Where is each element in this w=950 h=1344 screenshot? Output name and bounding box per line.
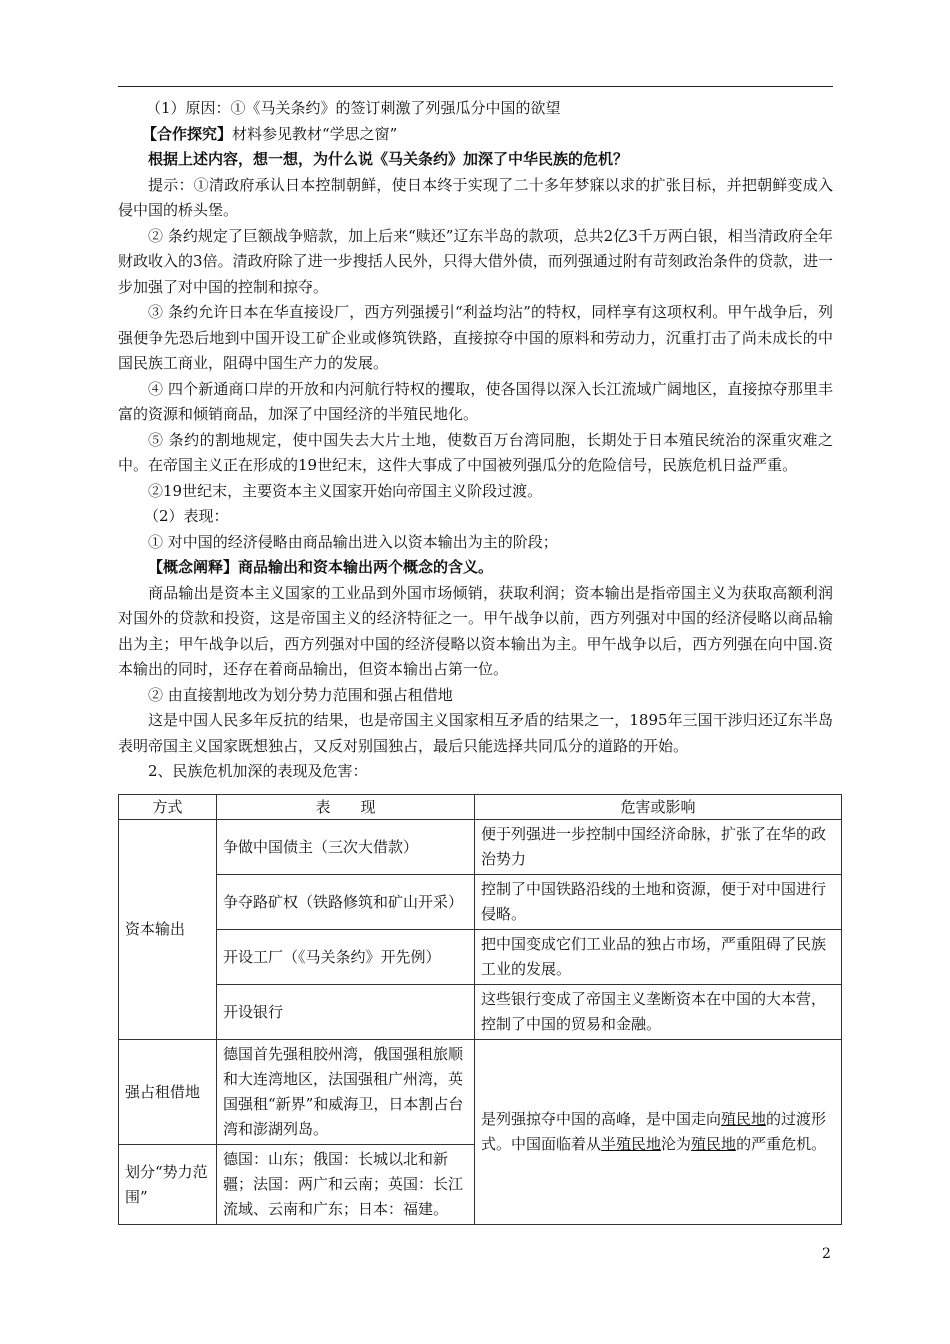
hint-2: ② 条约规定了巨额战争赔款，加上后来“赎还”辽东半岛的款项，总共2亿3千万两白银，相当清政府全年财政收入的3倍。清政府除了进一步搜括人民外，只得大借外债，而列强通过附有苛刻政治条件的贷款，进一步加强了对中国的控制和掠夺。	[118, 226, 833, 296]
merged-effect-underline: 殖民地	[721, 1110, 767, 1128]
capital-show: 争夺路矿权（铁路修筑和矿山开采）	[217, 875, 475, 930]
merged-effect	[475, 1040, 842, 1225]
manifestation-2-text: 这是中国人民多年反抗的结果，也是帝国主义国家相互矛盾的结果之一，1895年三国干涉归还辽东半岛表明帝国主义国家既想独占，又反对别国独占，最后只能选择共同瓜分的道路的开始。	[118, 711, 833, 755]
capital-effect: 控制了中国铁路沿线的土地和资源，便于对中国进行侵略。	[475, 875, 842, 930]
capital-effect: 便于列强进一步控制中国经济命脉，扩张了在华的政治势力	[475, 820, 842, 875]
manifestation-1: ① 对中国的经济侵略由商品输出进入以资本输出为主的阶段；	[148, 532, 558, 551]
capital-show: 争做中国债主（三次大借款）	[217, 820, 475, 875]
merged-effect-part: 是列强掠夺中国的高峰，是中国走向	[481, 1110, 722, 1128]
capital-effect: 这些银行变成了帝国主义垄断资本在中国的大本营，控制了中国的贸易和金融。	[475, 985, 842, 1040]
page-number: 2	[822, 1246, 831, 1262]
sphere-label: 划分“势力范围”	[119, 1145, 217, 1225]
capital-show: 开设工厂（《马关条约》开先例）	[217, 930, 475, 985]
lease-label: 强占租借地	[119, 1040, 217, 1145]
concept-explanation: 【概念阐释】商品输出和资本输出两个概念的含义。	[148, 558, 494, 576]
merged-effect-underline: 半殖民地	[601, 1135, 662, 1153]
merged-effect-part: 沦为	[661, 1135, 692, 1153]
header-method: 方式	[119, 795, 217, 820]
manifestation-heading: （2）表现：	[144, 507, 229, 525]
header-manifestation: 表 现	[217, 795, 475, 820]
table-row	[119, 1040, 842, 1145]
table-row	[119, 985, 842, 1040]
table-row	[119, 930, 842, 985]
document-body	[118, 96, 833, 785]
sphere-show: 德国：山东；俄国：长城以北和新疆；法国：两广和云南；英国：长江流域、云南和广东；日本：福建。	[217, 1145, 475, 1225]
header-rule	[118, 86, 833, 87]
lease-show: 德国首先强租胶州湾，俄国强租旅顺和大连湾地区，法国强租广州湾，英国强租“新界”和威海卫，日本割占台湾和澎湖列岛。	[217, 1040, 475, 1145]
header-impact: 危害或影响	[475, 795, 842, 820]
section-2-heading: 2、民族危机加深的表现及危害：	[148, 762, 368, 780]
cause-2: ②19世纪末，主要资本主义国家开始向帝国主义阶段过渡。	[148, 481, 543, 500]
table-row	[119, 875, 842, 930]
hint-4: ④ 四个新通商口岸的开放和内河航行特权的攫取，使各国得以深入长江流域广阔地区，直接掠夺那里丰富的资源和倾销商品，加深了中国经济的半殖民地化。	[118, 379, 833, 423]
cause-heading: （1）原因：①《马关条约》的签订刺激了列强瓜分中国的欲望	[146, 99, 561, 117]
merged-effect-part: 的过渡形式。中国面临着从	[481, 1110, 827, 1153]
table-header-row	[119, 795, 842, 820]
cooperative-inquiry-text: 材料参见教材“学思之窗”	[232, 124, 398, 143]
merged-effect-underline: 殖民地	[691, 1135, 737, 1153]
table-row	[119, 820, 842, 875]
manifestation-2: ② 由直接割地改为划分势力范围和强占租借地	[148, 685, 453, 704]
merged-effect-part: 的严重危机。	[736, 1135, 827, 1153]
cooperative-inquiry-tag: 【合作探究】	[142, 124, 233, 143]
capital-effect: 把中国变成它们工业品的独占市场，严重阻碍了民族工业的发展。	[475, 930, 842, 985]
cooperative-inquiry	[118, 122, 833, 148]
crisis-table	[118, 794, 842, 1225]
question: 根据上述内容，想一想，为什么说《马关条约》加深了中华民族的危机？	[148, 150, 629, 168]
concept-text: 商品输出是资本主义国家的工业品到外国市场倾销，获取利润；资本输出是指帝国主义为获取高额利润对国外的贷款和投资，这是帝国主义的经济特征之一。甲午战争以前，西方列强对中国的经济侵略以商品输出为主；甲午战争以后，西方列强对中国的经济侵略以资本输出为主。甲午战争以后，西方列强在向中国.资本输出的同时，还存在着商品输出，但资本输出占第一位。	[118, 583, 833, 678]
capital-show: 开设银行	[217, 985, 475, 1040]
hint-1: 提示：①清政府承认日本控制朝鲜，使日本终于实现了二十多年梦寐以求的扩张目标，并把朝鲜变成入侵中国的桥头堡。	[118, 175, 833, 219]
hint-5: ⑤ 条约的割地规定，使中国失去大片土地，使数百万台湾同胞，长期处于日本殖民统治的深重灾难之中。在帝国主义正在形成的19世纪末，这件大事成了中国被列强瓜分的危险信号，民族危机日益严重。	[118, 430, 833, 474]
capital-export-label: 资本输出	[119, 820, 217, 1040]
hint-3: ③ 条约允许日本在华直接设厂，西方列强援引“利益均沾”的特权，同样享有这项权利。甲午战争后，列强便争先恐后地到中国开设工矿企业或修筑铁路，直接掠夺中国的原料和劳动力，沉重打击了尚未成长的中国民族工商业，阻碍中国生产力的发展。	[118, 303, 833, 372]
